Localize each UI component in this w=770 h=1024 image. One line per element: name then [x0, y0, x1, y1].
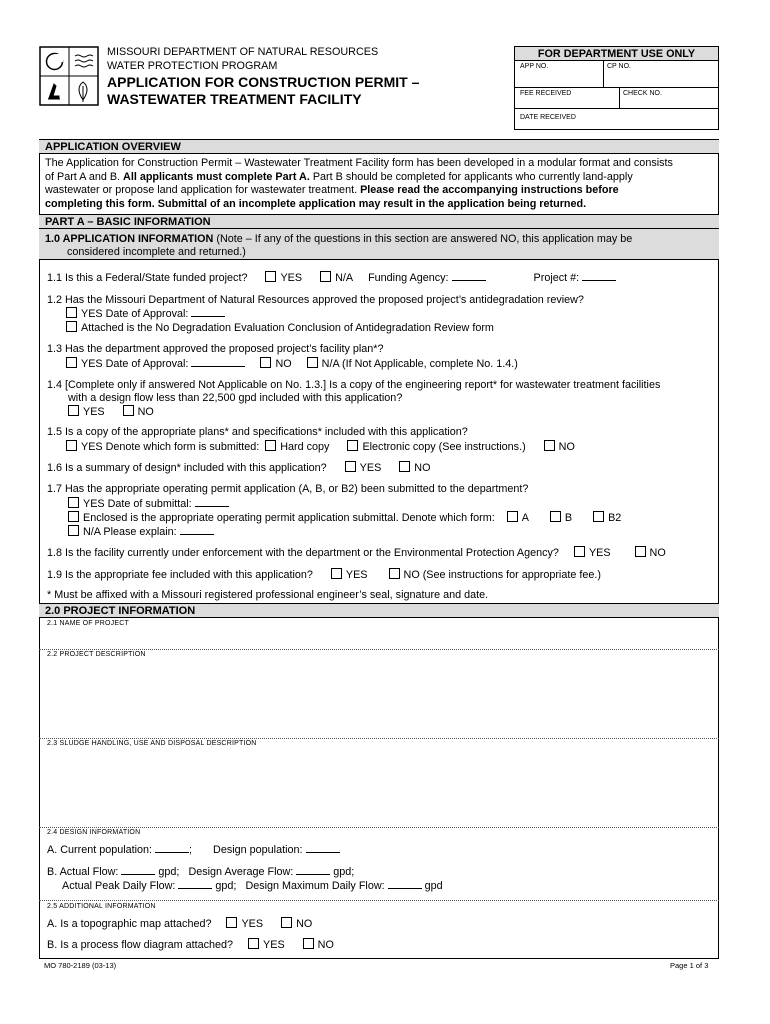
question-1-1: 1.1 Is this a Federal/State funded project? YES N/A Funding Agency: Project #: [47, 271, 616, 285]
q1-7-enclosed-option: Enclosed is the appropriate operating permit application submittal. Denote which form: A B B2 [68, 511, 621, 525]
app-no-field[interactable]: APP NO. [520, 63, 549, 70]
section-2-heading: 2.0 PROJECT INFORMATION [39, 603, 719, 618]
q1-4-options: YES NO [68, 405, 154, 419]
sludge-handling-input[interactable] [39, 749, 719, 826]
q1-7-form-b-checkbox[interactable] [550, 511, 561, 522]
q1-2-attached-checkbox[interactable] [66, 321, 77, 332]
population-row: A. Current population: ; Design population: [47, 844, 340, 857]
q1-7-enclosed-checkbox[interactable] [68, 511, 79, 522]
q1-7-form-b2-checkbox[interactable] [593, 511, 604, 522]
date-received-field[interactable]: DATE RECEIVED [520, 114, 576, 121]
q1-5-hard-copy-checkbox[interactable] [265, 440, 276, 451]
q1-7-yes-option: YES Date of submittal: [68, 497, 229, 511]
q1-7-explain-input[interactable] [180, 534, 214, 535]
department-use-box [514, 46, 719, 130]
program-name: WATER PROTECTION PROGRAM [107, 60, 278, 72]
q1-2-approval-date-input[interactable] [191, 316, 225, 317]
q1-7-submittal-date-input[interactable] [195, 506, 229, 507]
q1-3-approval-date-input[interactable] [191, 366, 245, 367]
q1-3-yes-checkbox[interactable] [66, 357, 77, 368]
process-no-checkbox[interactable] [303, 938, 314, 949]
agency-name: MISSOURI DEPARTMENT OF NATURAL RESOURCES [107, 46, 379, 58]
topo-no-checkbox[interactable] [281, 917, 292, 928]
q1-9-yes-checkbox[interactable] [331, 568, 342, 579]
question-1-5: 1.5 Is a copy of the appropriate plans* and specifications* included with this application? [47, 426, 468, 438]
check-no-field[interactable]: CHECK NO. [623, 90, 662, 97]
question-1-4-line1: 1.4 [Complete only if answered Not Applicable on No. 1.3.] Is a copy of the engineering report* for wastewater treatment facilities [47, 379, 661, 391]
department-use-title: FOR DEPARTMENT USE ONLY [515, 47, 718, 61]
topo-map-row: A. Is a topographic map attached? YES NO [47, 918, 313, 930]
question-1-7: 1.7 Has the appropriate operating permit application (A, B, or B2) been submitted to the department? [47, 483, 529, 495]
q1-7-form-a-checkbox[interactable] [507, 511, 518, 522]
form-title-line1: APPLICATION FOR CONSTRUCTION PERMIT – [107, 74, 420, 90]
process-yes-checkbox[interactable] [248, 938, 259, 949]
q1-3-options: YES Date of Approval: NO N/A (If Not Applicable, complete No. 1.4.) [66, 357, 518, 371]
q1-5-options: YES Denote which form is submitted: Hard copy Electronic copy (See instructions.) NO [66, 440, 575, 454]
divider [39, 900, 719, 901]
q1-2-yes-checkbox[interactable] [66, 307, 77, 318]
question-1-3: 1.3 Has the department approved the proposed project’s facility plan*? [47, 343, 384, 355]
question-1-8: 1.8 Is the facility currently under enforcement with the department or the Environmental Protection Agency? YES NO [47, 547, 666, 559]
process-flow-row: B. Is a process flow diagram attached? YES NO [47, 939, 334, 951]
actual-peak-flow-input[interactable] [178, 888, 212, 889]
q1-5-no-checkbox[interactable] [544, 440, 555, 451]
topo-yes-checkbox[interactable] [226, 917, 237, 928]
q1-5-yes-checkbox[interactable] [66, 440, 77, 451]
name-of-project-label: 2.1 NAME OF PROJECT [47, 620, 129, 627]
engineer-seal-footnote: * Must be affixed with a Missouri registered professional engineer’s seal, signature and date. [47, 589, 489, 601]
divider [39, 827, 719, 828]
q1-3-na-checkbox[interactable] [307, 357, 318, 368]
fee-received-field[interactable]: FEE RECEIVED [520, 90, 572, 97]
current-population-input[interactable] [155, 852, 189, 853]
q1-7-yes-checkbox[interactable] [68, 497, 79, 508]
q1-4-no-checkbox[interactable] [123, 405, 134, 416]
form-number: MO 780-2189 (03-13) [44, 961, 117, 970]
question-1-6: 1.6 Is a summary of design* included with this application? YES NO [47, 462, 431, 474]
project-description-input[interactable] [39, 660, 719, 737]
actual-flow-input[interactable] [121, 874, 155, 875]
project-description-label: 2.2 PROJECT DESCRIPTION [47, 651, 146, 658]
form-title-line2: WASTEWATER TREATMENT FACILITY [107, 91, 362, 107]
flow-row-2: Actual Peak Daily Flow: gpd; Design Maximum Daily Flow: gpd [62, 880, 443, 892]
sludge-handling-label: 2.3 SLUDGE HANDLING, USE AND DISPOSAL DESCRIPTION [47, 740, 257, 747]
question-1-9: 1.9 Is the appropriate fee included with this application? YES NO (See instructions for appropriate fee.) [47, 569, 601, 581]
q1-7-na-checkbox[interactable] [68, 525, 79, 536]
q1-5-electronic-copy-checkbox[interactable] [347, 440, 358, 451]
q1-7-na-option: N/A Please explain: [68, 525, 214, 539]
divider [39, 649, 719, 650]
application-overview-heading: APPLICATION OVERVIEW [39, 139, 719, 154]
q1-6-yes-checkbox[interactable] [345, 461, 356, 472]
q1-2-yes-option: YES Date of Approval: [66, 307, 225, 321]
project-number-input[interactable] [582, 280, 616, 281]
cp-no-field[interactable]: CP NO. [607, 63, 631, 70]
design-average-flow-input[interactable] [296, 874, 330, 875]
divider [39, 738, 719, 739]
overview-text: The Application for Construction Permit – Wastewater Treatment Facility form has been developed in a modular format and consists of Part A and B. All applicants must complete Part A. Part B should be completed for applicants who currently land-apply wastewater or propose land application for wastewater treatment. Please read the accompanying instructions before completing this form. Submittal of an incomplete application may result in the application being returned. [45, 157, 673, 210]
name-of-project-input[interactable] [39, 628, 719, 648]
q1-6-no-checkbox[interactable] [399, 461, 410, 472]
design-population-input[interactable] [306, 852, 340, 853]
design-max-flow-input[interactable] [388, 888, 422, 889]
q1-1-na-checkbox[interactable] [320, 271, 331, 282]
design-information-label: 2.4 DESIGN INFORMATION [47, 829, 141, 836]
dnr-logo [39, 46, 99, 106]
additional-information-label: 2.5 ADDITIONAL INFORMATION [47, 903, 156, 910]
question-1-2: 1.2 Has the Missouri Department of Natural Resources approved the proposed project’s antidegradation review? [47, 294, 584, 306]
q1-9-no-checkbox[interactable] [389, 568, 400, 579]
section-1-heading: 1.0 APPLICATION INFORMATION (Note – If any of the questions in this section are answered NO, this application may be considered incomplete and returned.) [39, 229, 719, 260]
q1-3-no-checkbox[interactable] [260, 357, 271, 368]
flow-row-1: B. Actual Flow: gpd; Design Average Flow: gpd; [47, 866, 355, 878]
part-a-heading: PART A – BASIC INFORMATION [39, 214, 719, 229]
q1-8-no-checkbox[interactable] [635, 546, 646, 557]
q1-4-yes-checkbox[interactable] [68, 405, 79, 416]
q1-8-yes-checkbox[interactable] [574, 546, 585, 557]
q1-2-attached-option: Attached is the No Degradation Evaluation Conclusion of Antidegradation Review form [66, 321, 494, 335]
funding-agency-input[interactable] [452, 280, 486, 281]
page-number: Page 1 of 3 [670, 961, 709, 970]
question-1-4-line2: with a design flow less than 22,500 gpd included with this application? [68, 392, 403, 404]
q1-1-yes-checkbox[interactable] [265, 271, 276, 282]
